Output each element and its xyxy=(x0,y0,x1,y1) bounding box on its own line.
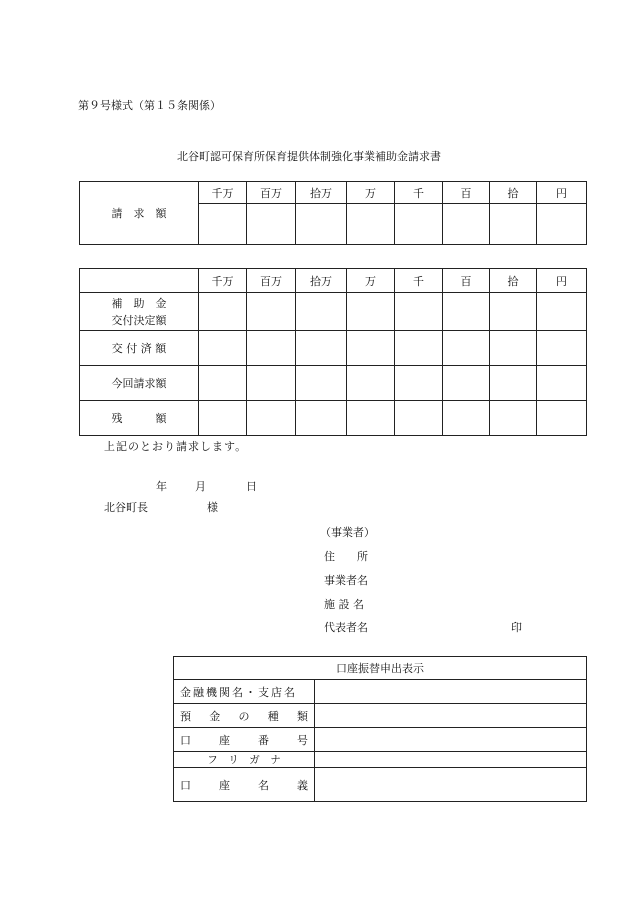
amount-cell[interactable] xyxy=(490,366,537,401)
label-char: 口 xyxy=(180,778,191,792)
digit-header: 円 xyxy=(537,269,587,293)
label-char: 座 xyxy=(219,778,230,792)
bank-name-label xyxy=(174,680,315,704)
amount-cell[interactable] xyxy=(537,204,587,245)
page-title: 北谷町認可保育所保育提供体制強化事業補助金請求書 xyxy=(177,150,441,163)
amount-cell[interactable] xyxy=(199,401,247,436)
digit-header: 百 xyxy=(443,269,490,293)
amount-cell[interactable] xyxy=(296,366,347,401)
digit-header: 百万 xyxy=(247,269,296,293)
label-char: 座 xyxy=(219,733,230,747)
label-char: 番 xyxy=(258,733,269,747)
digit-header: 千万 xyxy=(199,269,247,293)
date-day: 日 xyxy=(246,480,257,493)
amount-cell[interactable] xyxy=(443,293,490,331)
form-number: 第９号様式（第１５条関係） xyxy=(78,99,221,112)
row-label-paid: 交 付 済 額 xyxy=(80,331,199,366)
label-char: 口 xyxy=(180,733,191,747)
amount-cell[interactable] xyxy=(199,293,247,331)
amount-cell[interactable] xyxy=(443,331,490,366)
amount-cell[interactable] xyxy=(199,366,247,401)
facility-name-label: 施 設 名 xyxy=(324,598,364,611)
label-char: 義 xyxy=(297,778,308,792)
amount-cell[interactable] xyxy=(247,293,296,331)
amount-cell[interactable] xyxy=(296,204,347,245)
business-name-label: 事業者名 xyxy=(324,574,368,587)
header-blank-cell xyxy=(80,269,199,293)
digit-header: 万 xyxy=(347,269,395,293)
digit-header: 円 xyxy=(537,182,587,204)
amount-cell[interactable] xyxy=(347,366,395,401)
business-address-label: 住 所 xyxy=(324,550,368,563)
amount-cell[interactable] xyxy=(537,401,587,436)
account-number-field[interactable] xyxy=(315,728,587,752)
representative-label: 代表者名 xyxy=(324,621,368,634)
amount-cell[interactable] xyxy=(296,331,347,366)
bank-name-field[interactable] xyxy=(315,680,587,704)
request-amount-label: 請 求 額 xyxy=(80,182,199,245)
digit-header: 千 xyxy=(395,269,443,293)
label-char: 類 xyxy=(297,709,308,723)
digit-header: 万 xyxy=(347,182,395,204)
digit-header: 千万 xyxy=(199,182,247,204)
label-char: 種 xyxy=(267,709,279,723)
label-char: 金 xyxy=(209,709,221,723)
amount-cell[interactable] xyxy=(296,401,347,436)
date-year: 年 xyxy=(156,480,167,493)
row-label-line: 補 助 金 xyxy=(111,296,167,310)
account-name-label xyxy=(174,768,315,802)
amount-cell[interactable] xyxy=(199,204,247,245)
digit-header: 百万 xyxy=(247,182,296,204)
amount-cell[interactable] xyxy=(395,366,443,401)
row-label-decided xyxy=(80,293,199,331)
amount-cell[interactable] xyxy=(490,331,537,366)
request-statement: 上記のとおり請求します。 xyxy=(104,440,248,453)
amount-cell[interactable] xyxy=(490,293,537,331)
amount-cell[interactable] xyxy=(395,401,443,436)
amount-cell[interactable] xyxy=(247,366,296,401)
addressee-honorific: 様 xyxy=(207,501,218,514)
digit-header: 拾万 xyxy=(296,182,347,204)
amount-cell[interactable] xyxy=(247,331,296,366)
amount-cell[interactable] xyxy=(443,366,490,401)
date-month: 月 xyxy=(195,480,206,493)
amount-cell[interactable] xyxy=(296,293,347,331)
label-char: の xyxy=(238,709,250,723)
amount-cell[interactable] xyxy=(347,331,395,366)
digit-header: 拾 xyxy=(490,269,537,293)
amount-cell[interactable] xyxy=(537,293,587,331)
digit-header: 百 xyxy=(443,182,490,204)
amount-cell[interactable] xyxy=(395,331,443,366)
amount-cell[interactable] xyxy=(443,204,490,245)
row-label-remaining: 残 額 xyxy=(80,401,199,436)
amount-cell[interactable] xyxy=(247,401,296,436)
addressee-name: 北谷町長 xyxy=(104,501,148,514)
row-label-current: 今回請求額 xyxy=(80,366,199,401)
grant-detail-table xyxy=(79,268,587,436)
amount-cell[interactable] xyxy=(537,366,587,401)
label-char: 号 xyxy=(297,733,308,747)
amount-cell[interactable] xyxy=(199,331,247,366)
amount-cell[interactable] xyxy=(347,401,395,436)
amount-cell[interactable] xyxy=(537,331,587,366)
amount-cell[interactable] xyxy=(347,293,395,331)
amount-cell[interactable] xyxy=(443,401,490,436)
amount-cell[interactable] xyxy=(247,204,296,245)
digit-header: 拾 xyxy=(490,182,537,204)
account-name-field[interactable] xyxy=(315,768,587,802)
amount-cell[interactable] xyxy=(395,204,443,245)
row-label-line: 交付決定額 xyxy=(111,313,167,327)
digit-header: 千 xyxy=(395,182,443,204)
amount-cell[interactable] xyxy=(347,204,395,245)
furigana-field[interactable] xyxy=(315,752,587,768)
account-number-label xyxy=(174,728,315,752)
account-table-title: 口座振替申出表示 xyxy=(174,657,587,680)
amount-cell[interactable] xyxy=(490,401,537,436)
bank-name-text: 金融機関名・支店名 xyxy=(180,685,297,699)
amount-cell[interactable] xyxy=(490,204,537,245)
label-char: 名 xyxy=(258,778,269,792)
furigana-label: フ リ ガ ナ xyxy=(174,752,315,768)
amount-cell[interactable] xyxy=(395,293,443,331)
request-amount-table xyxy=(79,181,587,245)
seal-mark: 印 xyxy=(511,621,522,634)
business-heading: （事業者） xyxy=(320,526,375,539)
bank-account-table xyxy=(173,656,587,802)
digit-header: 拾万 xyxy=(296,269,347,293)
deposit-type-label xyxy=(174,704,315,728)
label-char: 預 xyxy=(180,709,191,723)
deposit-type-field[interactable] xyxy=(315,704,587,728)
